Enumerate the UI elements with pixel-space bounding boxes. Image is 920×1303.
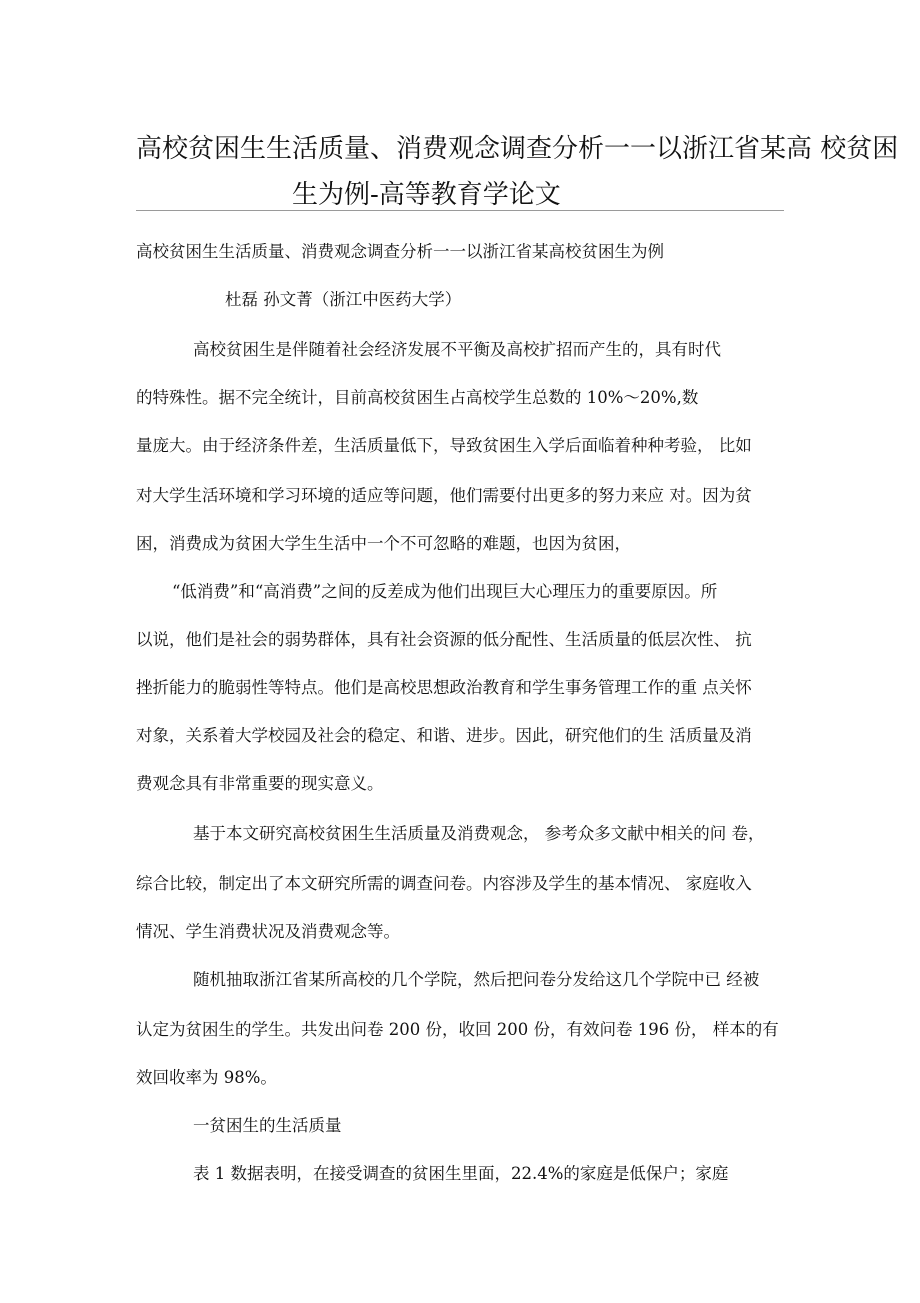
- body-line: 随机抽取浙江省某所高校的几个学院，然后把问卷分发给这几个学院中已 经被: [193, 970, 760, 989]
- body-line: 困，消费成为贫困大学生生活中一个不可忽略的难题，也因为贫困，: [136, 534, 631, 553]
- section-heading: 一贫困生的生活质量: [193, 1116, 342, 1135]
- authors: 杜磊 孙文菁（浙江中医药大学）: [225, 290, 462, 309]
- body-line: 挫折能力的脆弱性等特点。他们是高校思想政治教育和学生事务管理工作的重 点关怀: [136, 678, 752, 697]
- body-line: 量庞大。由于经济条件差，生活质量低下，导致贫困生入学后面临着种种考验， 比如: [136, 436, 752, 455]
- title-divider: [136, 210, 784, 211]
- body-line: 综合比较，制定出了本文研究所需的调查问卷。内容涉及学生的基本情况、 家庭收入: [136, 874, 752, 893]
- body-line: 对象，关系着大学校园及社会的稳定、和谐、进步。因此，研究他们的生 活质量及消: [136, 726, 752, 745]
- document-title: [136, 126, 899, 218]
- body-line: 表 1 数据表明，在接受调查的贫困生里面，22.4%的家庭是低保户；家庭: [193, 1164, 729, 1183]
- body-line: 认定为贫困生的学生。共发出问卷 200 份，收回 200 份，有效问卷 196 份， 样本的有: [136, 1020, 779, 1039]
- subtitle: 高校贫困生生活质量、消费观念调查分析一一以浙江省某高校贫困生为例: [136, 242, 664, 261]
- body-line: 的特殊性。据不完全统计，目前高校贫困生占高校学生总数的 10%〜20%,数: [136, 388, 699, 407]
- title-line-1: 高校贫困生生活质量、消费观念调查分析一一以浙江省某高 校贫困: [136, 134, 899, 164]
- body-line: 效回收率为 98%。: [136, 1068, 277, 1087]
- body-line: 对大学生活环境和学习环境的适应等问题，他们需要付出更多的努力来应 对。因为贫: [136, 486, 752, 505]
- body-line: 费观念具有非常重要的现实意义。: [136, 774, 384, 793]
- body-line: 以说，他们是社会的弱势群体，具有社会资源的低分配性、生活质量的低层次性、 抗: [136, 630, 752, 649]
- body-line: 高校贫困生是伴随着社会经济发展不平衡及高校扩招而产生的，具有时代: [193, 340, 721, 359]
- body-line: 情况、学生消费状况及消费观念等。: [136, 922, 400, 941]
- body-line: 基于本文研究高校贫困生生活质量及消费观念， 参考众多文献中相关的问 卷，: [193, 824, 765, 843]
- body-line: “低消费”和“高消费”之间的反差成为他们出现巨大心理压力的重要原因。所: [172, 582, 718, 601]
- title-line-2: 生为例-高等教育学论文: [292, 180, 561, 210]
